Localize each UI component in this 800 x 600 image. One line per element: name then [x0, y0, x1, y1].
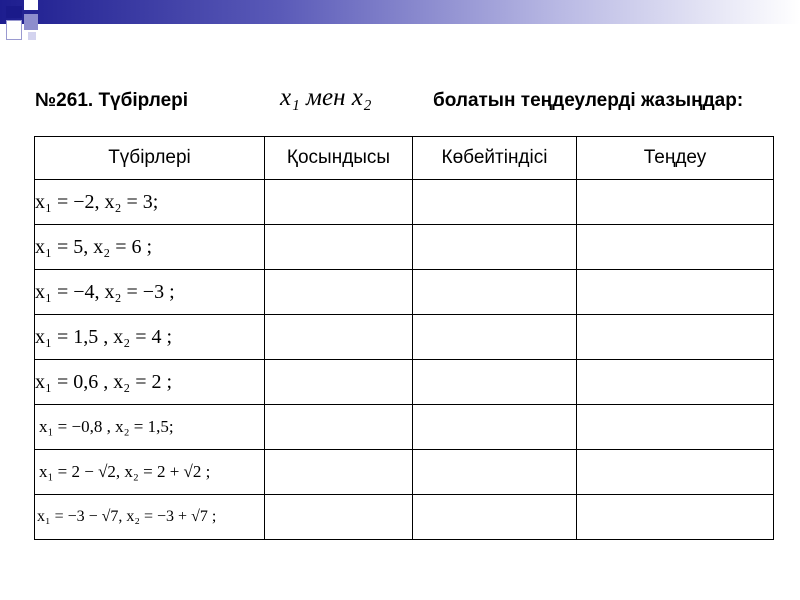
table-row [35, 315, 774, 360]
table-row [35, 405, 774, 450]
product-cell[interactable] [413, 360, 577, 405]
table-row [35, 495, 774, 540]
product-cell[interactable] [413, 315, 577, 360]
header-equation: Теңдеу [577, 137, 774, 180]
roots-cell: x₁ = −3 − √7, x₂ = −3 + √7 ; [35, 495, 265, 540]
equation-cell[interactable] [577, 495, 774, 540]
equation-cell[interactable] [577, 225, 774, 270]
header-sum: Қосындысы [265, 137, 413, 180]
roots-cell: x₁ = 5, x₂ = 6 ; [35, 225, 265, 270]
decor-square-icon [6, 6, 22, 18]
equation-cell[interactable] [577, 180, 774, 225]
roots-cell: x₁ = 2 − √2, x₂ = 2 + √2 ; [35, 450, 265, 495]
roots-cell: x₁ = −4, x₂ = −3 ; [35, 270, 265, 315]
task-roots-math: x₁ мен x₂ [280, 84, 372, 111]
table-header-row [35, 137, 774, 180]
sum-cell[interactable] [265, 270, 413, 315]
roots-cell: x₁ = 0,6 , x₂ = 2 ; [35, 360, 265, 405]
product-cell[interactable] [413, 450, 577, 495]
sum-cell[interactable] [265, 495, 413, 540]
roots-cell: x₁ = −2, x₂ = 3; [35, 180, 265, 225]
equation-cell[interactable] [577, 315, 774, 360]
decor-square-icon [24, 0, 38, 10]
header-gradient-band [0, 0, 800, 24]
decor-square-icon [6, 20, 22, 40]
equation-cell[interactable] [577, 360, 774, 405]
table-row [35, 270, 774, 315]
sum-cell[interactable] [265, 315, 413, 360]
roots-table [34, 136, 774, 540]
table-row [35, 225, 774, 270]
equation-cell[interactable] [577, 405, 774, 450]
sum-cell[interactable] [265, 405, 413, 450]
equation-cell[interactable] [577, 450, 774, 495]
decor-square-icon [28, 32, 36, 40]
product-cell[interactable] [413, 225, 577, 270]
product-cell[interactable] [413, 495, 577, 540]
table-row [35, 180, 774, 225]
product-cell[interactable] [413, 180, 577, 225]
task-instruction: болатын теңдеулерді жазыңдар: [433, 90, 744, 111]
header-product: Көбейтіндісі [413, 137, 577, 180]
task-statement [35, 84, 775, 118]
equation-cell[interactable] [577, 270, 774, 315]
table-row [35, 450, 774, 495]
sum-cell[interactable] [265, 360, 413, 405]
sum-cell[interactable] [265, 225, 413, 270]
task-number: №261. Түбірлері [35, 90, 189, 111]
decor-square-icon [24, 14, 38, 30]
header-roots: Түбірлері [35, 137, 265, 180]
product-cell[interactable] [413, 270, 577, 315]
table-row [35, 360, 774, 405]
roots-cell: x₁ = 1,5 , x₂ = 4 ; [35, 315, 265, 360]
roots-cell: x₁ = −0,8 , x₂ = 1,5; [35, 405, 265, 450]
sum-cell[interactable] [265, 180, 413, 225]
sum-cell[interactable] [265, 450, 413, 495]
product-cell[interactable] [413, 405, 577, 450]
